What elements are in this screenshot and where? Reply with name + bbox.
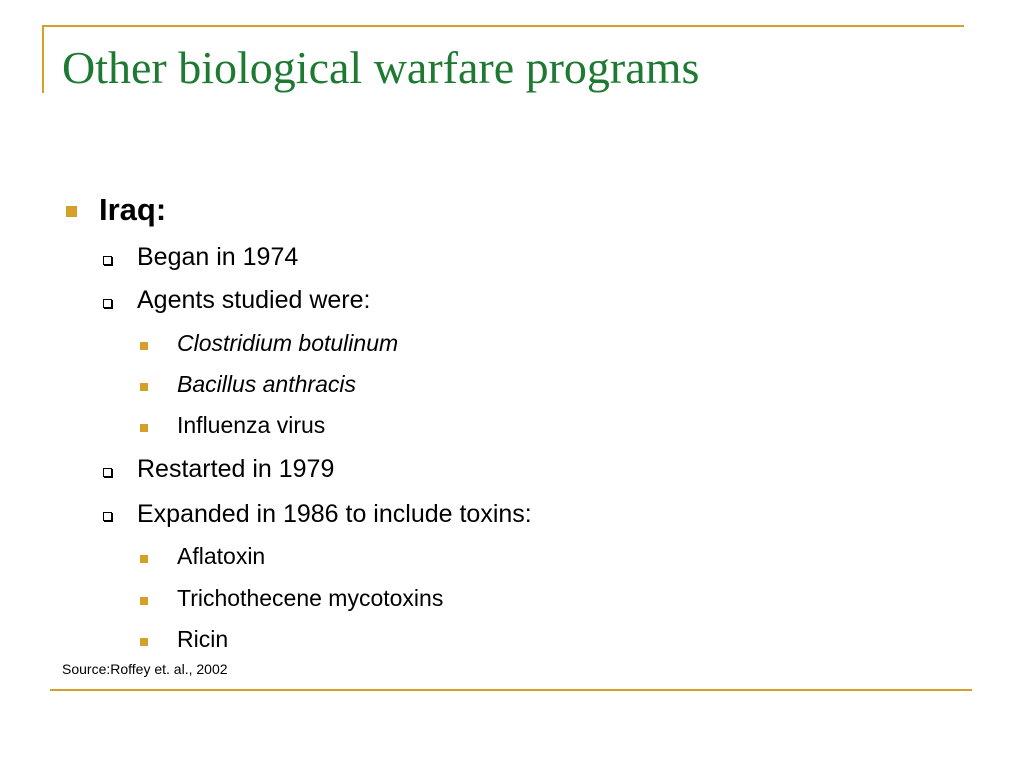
agent-bacillus: Bacillus anthracis bbox=[177, 371, 356, 397]
point-agents: Agents studied were: bbox=[137, 286, 371, 314]
point-began: Began in 1974 bbox=[137, 243, 299, 271]
top-border-line bbox=[42, 25, 964, 27]
square-bullet-icon bbox=[140, 555, 148, 563]
hollow-square-bullet-icon bbox=[103, 468, 112, 477]
agent-clostridium: Clostridium botulinum bbox=[177, 330, 399, 356]
square-bullet-icon bbox=[140, 597, 148, 605]
hollow-square-bullet-icon bbox=[103, 299, 112, 308]
hollow-square-bullet-icon bbox=[103, 512, 112, 521]
left-border-line bbox=[42, 25, 44, 93]
toxin-aflatoxin: Aflatoxin bbox=[177, 543, 266, 569]
square-bullet-icon bbox=[140, 638, 148, 646]
slide-title: Other biological warfare programs bbox=[62, 42, 700, 93]
point-restarted: Restarted in 1979 bbox=[137, 455, 335, 483]
bottom-border-line bbox=[50, 689, 972, 691]
heading-iraq: Iraq: bbox=[99, 192, 167, 227]
toxin-trichothecene: Trichothecene mycotoxins bbox=[177, 585, 444, 611]
point-expanded: Expanded in 1986 to include toxins: bbox=[137, 500, 532, 528]
toxin-ricin: Ricin bbox=[177, 626, 229, 652]
source-citation: Source:Roffey et. al., 2002 bbox=[62, 661, 228, 677]
agent-influenza: Influenza virus bbox=[177, 412, 326, 438]
square-bullet-icon bbox=[140, 424, 148, 432]
square-bullet-icon bbox=[140, 342, 148, 350]
square-bullet-icon bbox=[140, 383, 148, 391]
square-bullet-icon bbox=[66, 206, 77, 217]
hollow-square-bullet-icon bbox=[103, 256, 112, 265]
